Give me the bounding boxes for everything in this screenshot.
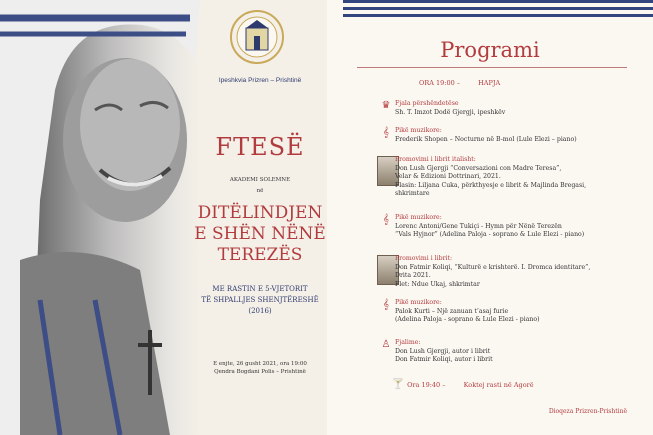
event-date-venue xyxy=(200,360,320,376)
program-item-line: Flet: Ndue Ukaj, shkrimtar xyxy=(395,280,480,288)
program-item xyxy=(395,255,590,289)
opening-label: HAPJA xyxy=(478,79,501,87)
program-item-line: Sh. T. Imzot Dodë Gjergji, ipeshkëv xyxy=(395,108,506,116)
cocktail-icon: 🍸 xyxy=(391,379,405,390)
program-item-line: Frederik Shopen – Nocturne në B-mol (Lule Elezi – piano) xyxy=(395,135,577,143)
program-item xyxy=(395,299,540,325)
program-item-label: Promovimi i librit italisht: xyxy=(395,156,476,163)
program-panel xyxy=(327,0,653,435)
program-item-line: Don Fatmir Koliqi, “Kulturë e krishterë. I. Dromca identitare”, xyxy=(395,263,591,271)
person-icon: ♙ xyxy=(381,339,391,350)
portrait-photo xyxy=(0,0,200,435)
program-list xyxy=(327,0,653,435)
program-heading: Programi xyxy=(440,38,540,62)
program-item-line: Palok Kurti – Një zanuan t’asaj furie xyxy=(395,307,509,315)
closing-time: Ora 19:40 – xyxy=(407,381,446,389)
occasion-line: TË SHPALLJES SHENJTËRESHË xyxy=(201,296,319,304)
program-item xyxy=(395,156,586,199)
microphone-icon: ♛ xyxy=(381,100,391,111)
program-item-line: shkrimtare xyxy=(395,190,430,198)
program-item-line: Lorenc Antoni/Gene Tukiçi - Hymn për Nënë Terezën xyxy=(395,222,562,230)
footer-diocese: Dioqeza Prizren-Prishtinë xyxy=(548,408,627,415)
occasion-line: (2016) xyxy=(248,307,272,315)
program-item xyxy=(395,339,493,365)
program-item xyxy=(395,100,505,117)
occasion-text xyxy=(196,284,324,317)
event-date: E enjte, 26 gusht 2021, ora 19:00 xyxy=(213,361,307,367)
event-title-line: DITËLINDJEN xyxy=(197,203,323,223)
program-item-label: Fjala përshëndetëse xyxy=(395,100,459,107)
program-item-label: Fjalime: xyxy=(395,339,421,346)
music-note-icon: 𝄞 xyxy=(383,299,389,310)
invitation-title: FTESË xyxy=(215,133,305,161)
opening-time: ORA 19:00 – xyxy=(419,79,461,87)
program-item-label: Pikë muzikore: xyxy=(395,127,442,134)
program-item-line: Don Fatmir Koliqi, autor i librit xyxy=(395,356,493,364)
event-title-line: E SHËN NËNË xyxy=(194,224,326,244)
program-item xyxy=(395,214,584,240)
program-item-line: (Adelina Paloja - soprano & Lule Elezi - piano) xyxy=(395,316,540,324)
program-item-line: Don Lush Gjergji “Conversazioni con Madre Teresa”, xyxy=(395,164,562,172)
preposition-text: në xyxy=(256,188,264,194)
program-item-line: Drita 2021. xyxy=(395,272,431,280)
program-item xyxy=(395,127,577,144)
event-venue: Qendra Bogdani Polis – Prishtinë xyxy=(214,369,306,375)
program-item-label: Promovimi i librit: xyxy=(395,255,453,262)
diocese-name: Ipeshkvia Prizren – Prishtinë xyxy=(218,77,302,84)
program-item-label: Pikë muzikore: xyxy=(395,214,442,221)
closing-label: Koktej rasti në Agorë xyxy=(463,381,534,389)
academy-subtitle: AKADEMI SOLEMNE xyxy=(229,177,291,183)
program-item-line: Don Lush Gjergji, autor i librit xyxy=(395,347,491,355)
program-item-label: Pikë muzikore: xyxy=(395,299,442,306)
occasion-line: ME RASTIN E 5-VJETORIT xyxy=(212,285,308,293)
event-title xyxy=(192,203,327,266)
program-item-line: “Vals Hyjnor” (Adelina Paloja - soprano & Lule Elezi - piano) xyxy=(395,231,585,239)
music-note-icon: 𝄞 xyxy=(383,214,389,225)
diocese-crest-icon xyxy=(230,8,284,66)
closing-row xyxy=(391,379,534,393)
event-title-line: TEREZËS xyxy=(217,245,303,265)
program-item-line: Flasin: Liljana Cuka, përkthyesje e librit & Majlinda Bregasi, xyxy=(395,181,587,189)
music-note-icon: 𝄞 xyxy=(383,127,389,138)
program-item-line: Velar & Edizioni Dottrinari, 2021. xyxy=(395,173,501,181)
